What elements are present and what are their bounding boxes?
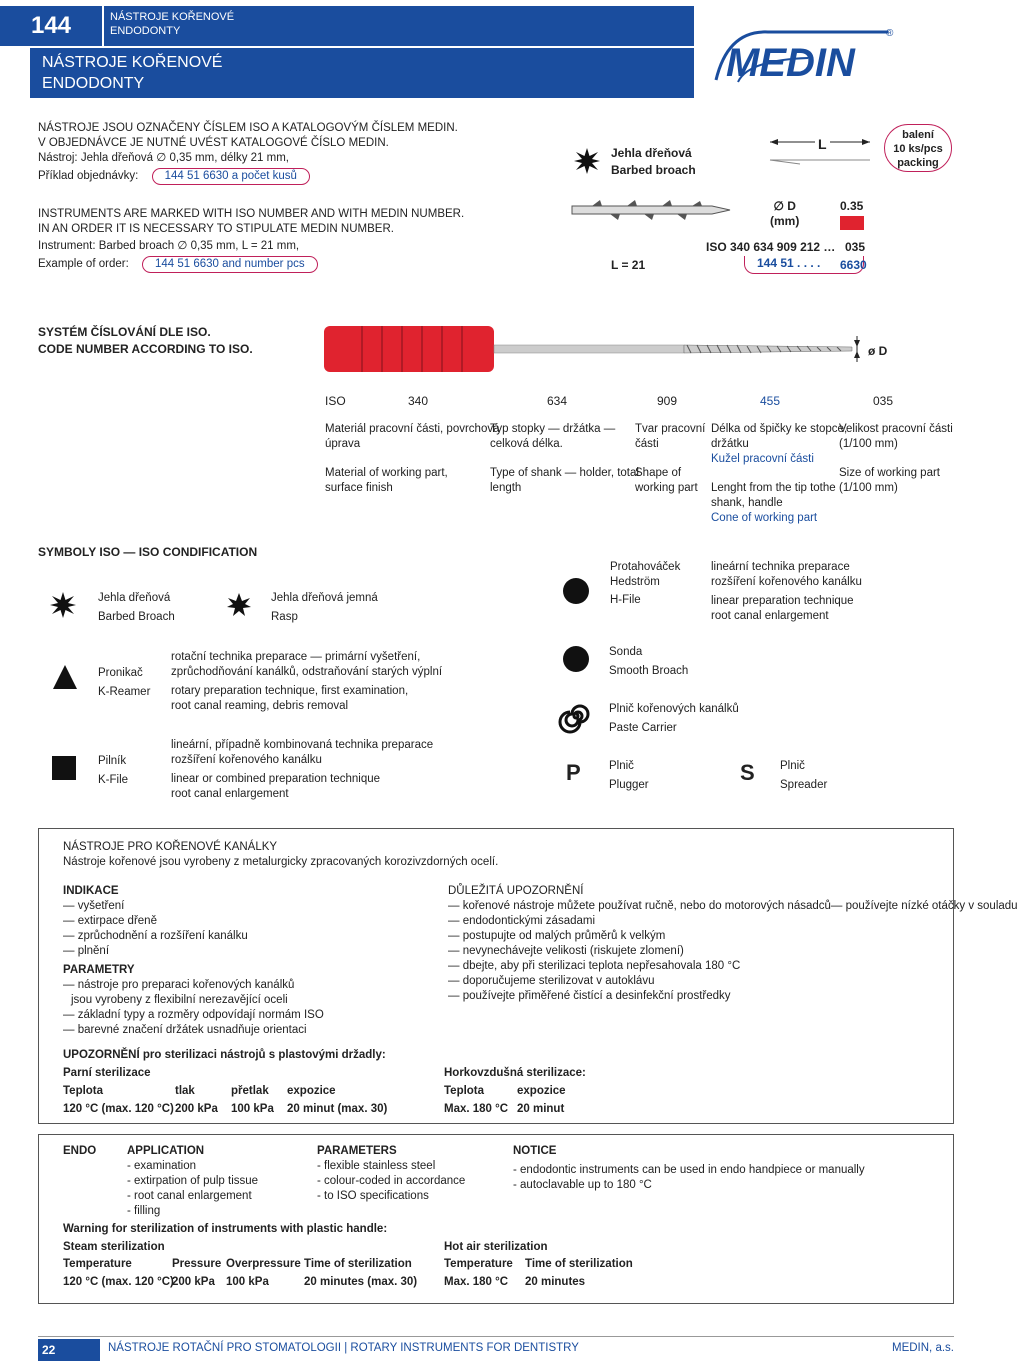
important-item: — postupujte od malých průměrů k velkým — [448, 930, 666, 942]
steam-header: expozice — [287, 1085, 336, 1097]
symbol-plugger-cz: Plnič — [609, 760, 634, 772]
parameters-title: PARAMETERS — [317, 1145, 397, 1157]
hfile-desc4: root canal enlargement — [711, 610, 829, 622]
symbol-spreader-en: Spreader — [780, 779, 828, 791]
intro-cz-line3: Nástroj: Jehla dřeňová ∅ 0,35 mm, délky 21 mm, — [38, 152, 289, 164]
length-label: L — [815, 136, 830, 152]
instrument-drawing — [322, 322, 862, 377]
hfile-circle-icon — [563, 578, 589, 604]
col-size-cz2: (1/100 mm) — [839, 438, 898, 450]
order-example-label-en: Example of order: — [38, 258, 129, 270]
hot-air-value-en: Max. 180 °C — [444, 1276, 509, 1288]
parameter-item: - flexible stainless steel — [317, 1160, 436, 1172]
order-example-pill-en — [142, 256, 318, 273]
steam-value: 120 °C (max. 120 °C) — [63, 1103, 174, 1115]
col-shape-cz1: Tvar pracovní — [635, 423, 706, 435]
application-title: APPLICATION — [127, 1145, 205, 1157]
page-title-2: ENDODONTY — [42, 75, 145, 92]
logo-text: MEDIN — [726, 41, 855, 85]
intro-en-line1: INSTRUMENTS ARE MARKED WITH ISO NUMBER AND WITH MEDIN NUMBER. — [38, 208, 465, 220]
symbol-plugger — [609, 757, 649, 795]
title-band — [30, 48, 694, 98]
symbol-sonda-en: Smooth Broach — [609, 665, 689, 677]
symbol-reamer-desc — [171, 650, 442, 714]
col-length-cz1: Délka od špičky ke stopce, — [711, 423, 848, 435]
col-length-cz2: držátku — [711, 438, 749, 450]
page-number: 144 — [30, 12, 72, 39]
iso-row-size: 035 — [873, 394, 894, 408]
diameter-value: 0.35 — [840, 199, 864, 213]
product-name — [611, 145, 696, 179]
intro-cz-line4 — [38, 168, 458, 185]
col-shank-en2: length — [490, 482, 522, 494]
order-example-pill — [152, 168, 310, 185]
symbol-sonda-cz: Sonda — [609, 646, 643, 658]
important-title: DŮLEŽITÁ UPOZORNĚNÍ — [448, 885, 584, 897]
hot-air-header: expozice — [517, 1085, 566, 1097]
steam-title-cz: Parní sterilizace — [63, 1067, 151, 1079]
symbol-kfile-cz: Pilník — [98, 755, 127, 767]
hot-air-table-en — [444, 1257, 664, 1297]
symbol-rasp-en: Rasp — [271, 611, 298, 623]
intro-cz-line1: NÁSTROJE JSOU OZNAČENY ČÍSLEM ISO A KATALOGOVÝM ČÍSLEM MEDIN. — [38, 122, 458, 134]
kfile-desc3: linear or combined preparation technique — [171, 773, 381, 785]
sonda-circle-icon — [563, 646, 589, 672]
info-cz-indications — [63, 884, 324, 1038]
product-name-en: Barbed broach — [611, 163, 696, 177]
page-title-1: NÁSTROJE KOŘENOVÉ — [42, 54, 223, 71]
application-section — [127, 1144, 258, 1219]
diameter-label: ∅ D — [773, 199, 796, 213]
rasp-symbol-icon — [226, 592, 252, 621]
iso-row-length: 455 — [760, 394, 781, 408]
footer-text: NÁSTROJE ROTAČNÍ PRO STOMATOLOGII | ROTARY INSTRUMENTS FOR DENTISTRY — [108, 1342, 579, 1354]
col-length-en2: shank, handle — [711, 497, 783, 509]
important-item: — kořenové nástroje můžete používat ručně, nebo do motorových násadců— používejte nízké otáčky v souladu — [448, 900, 1018, 912]
reamer-desc3: rotary preparation technique, first examination, — [171, 685, 409, 697]
symbol-barbed — [98, 589, 175, 627]
col-material-cz1: Materiál pracovní části, povrchová — [325, 423, 500, 435]
symbol-hfile-en: H-File — [610, 594, 641, 606]
endo-label: ENDO — [63, 1145, 97, 1157]
hot-air-value: Max. 180 °C — [444, 1103, 509, 1115]
col-shape-en1: Shape of — [635, 467, 682, 479]
medin-logo — [708, 10, 898, 95]
iso-col-size — [839, 422, 953, 496]
iso-col-shank — [490, 422, 639, 496]
instrument-diameter-label: ø D — [868, 344, 888, 358]
steam-value-en: 100 kPa — [226, 1276, 269, 1288]
iso-col-shape — [635, 422, 705, 496]
iso-col-length — [711, 422, 847, 526]
breadcrumb-2: ENDODONTY — [110, 25, 181, 37]
symbol-paste-cz: Plnič kořenových kanálků — [609, 703, 739, 715]
breadcrumb-1: NÁSTROJE KOŘENOVÉ — [110, 11, 235, 23]
product-length: L = 21 — [611, 258, 646, 272]
param-item-cz: — nástroje pro preparaci kořenových kanálků — [63, 979, 295, 991]
parameters-section — [317, 1144, 465, 1204]
hot-air-value: 20 minut — [517, 1103, 565, 1115]
packing-line2: 10 ks/pcs — [893, 143, 943, 155]
symbol-hfile-cz1: Protahováček — [610, 561, 681, 573]
iso-row-shape: 909 — [657, 394, 678, 408]
symbol-rasp — [271, 589, 378, 627]
notice-title: NOTICE — [513, 1145, 557, 1157]
hot-air-header-en: Time of sterilization — [525, 1258, 633, 1270]
barbed-broach-icon — [574, 148, 600, 177]
col-length-en3: Cone of working part — [711, 512, 818, 524]
symbol-barbed-en: Barbed Broach — [98, 611, 175, 623]
footer-rule — [38, 1336, 954, 1337]
indication-item: — extirpace dřeně — [63, 915, 157, 927]
col-material-cz2: úprava — [325, 438, 361, 450]
indication-item: — zprůchodnění a rozšíření kanálku — [63, 930, 248, 942]
steam-header: přetlak — [231, 1085, 269, 1097]
header-band — [104, 6, 694, 46]
important-item: — dbejte, aby při sterilizaci teplota nepřesahovala 180 °C — [448, 960, 741, 972]
diameter-unit: (mm) — [770, 214, 800, 228]
important-item: — používejte přiměřené čistící a desinfekční prostředky — [448, 990, 731, 1002]
broach-drawing — [572, 196, 732, 224]
param-item-cz: — barevné značení držátek usnadňuje orientaci — [63, 1024, 307, 1036]
color-code-swatch — [840, 216, 864, 230]
notice-section — [513, 1144, 865, 1193]
hot-air-title-cz: Horkovzdušná sterilizace: — [444, 1067, 586, 1079]
kfile-desc2: rozšíření kořenového kanálku — [171, 754, 322, 766]
parameter-item: - colour-coded in accordance — [317, 1175, 466, 1187]
steam-header-en: Temperature — [63, 1258, 132, 1270]
symbol-hfile-cz2: Hedström — [610, 576, 660, 588]
application-item: - extirpation of pulp tissue — [127, 1175, 259, 1187]
steam-value-en: 200 kPa — [172, 1276, 215, 1288]
params-title-cz: PARAMETRY — [63, 964, 135, 976]
important-item: — doporučujeme sterilizovat v autoklávu — [448, 975, 655, 987]
hfile-desc2: rozšíření kořenového kanálku — [711, 576, 862, 588]
symbol-kfile-desc — [171, 738, 433, 802]
medin-code: 144 51 . . . . — [757, 256, 821, 270]
intro-en — [38, 207, 464, 273]
paste-carrier-spiral-icon — [563, 703, 589, 732]
symbol-hfile — [610, 560, 680, 608]
steam-table-cz — [63, 1084, 423, 1124]
col-shape-en2: working part — [635, 482, 698, 494]
steam-value: 20 minut (max. 30) — [287, 1103, 388, 1115]
order-example-suffix: a počet kusů — [231, 170, 297, 182]
intro-cz — [38, 121, 458, 185]
symbol-kfile — [98, 752, 128, 790]
intro-en-line2: IN AN ORDER IT IS NECESSARY TO STIPULATE MEDIN NUMBER. — [38, 223, 394, 235]
numbering-title-cz: SYSTÉM ČÍSLOVÁNÍ DLE ISO. — [38, 325, 211, 339]
kfile-desc4: root canal enlargement — [171, 788, 289, 800]
reamer-desc4: root canal reaming, debris removal — [171, 700, 349, 712]
application-item: - root canal enlargement — [127, 1190, 252, 1202]
sterilization-warning-cz: UPOZORNĚNÍ pro sterilizaci nástrojů s plastovými držadly: — [63, 1049, 386, 1061]
steam-table-en — [63, 1257, 433, 1297]
parameter-item: - to ISO specifications — [317, 1190, 429, 1202]
hot-air-value-en: 20 minutes — [525, 1276, 586, 1288]
info-cz-header — [63, 840, 498, 870]
iso-row-material: 340 — [408, 394, 429, 408]
packing-badge — [884, 124, 952, 172]
reamer-triangle-icon — [52, 664, 78, 693]
barbed-symbol-icon — [50, 592, 76, 621]
spreader-symbol: S — [740, 760, 755, 785]
reamer-desc2: zprůchodňování kanálků, odstraňování starých výplní — [171, 666, 443, 678]
page-number-box — [0, 6, 102, 46]
symbol-sonda — [609, 643, 688, 681]
symbol-paste — [609, 700, 739, 738]
footer-company: MEDIN, a.s. — [892, 1342, 954, 1354]
plugger-symbol: P — [566, 760, 581, 785]
order-example-label: Příklad objednávky: — [38, 170, 139, 182]
important-item: — endodontickými zásadami — [448, 915, 596, 927]
indications-title: INDIKACE — [63, 885, 119, 897]
steam-value: 200 kPa — [175, 1103, 218, 1115]
col-length-cz3: Kužel pracovní části — [711, 453, 814, 465]
packing-line1: balení — [902, 129, 934, 141]
important-item: — nevynechávejte velikosti (riskujete zlomení) — [448, 945, 684, 957]
kfile-square-icon — [52, 756, 76, 780]
col-shank-cz1: Typ stopky — držátka — — [490, 423, 616, 435]
col-shape-cz2: části — [635, 438, 659, 450]
iso-row-shank: 634 — [547, 394, 568, 408]
hfile-desc1: lineární technika preparace — [711, 561, 850, 573]
hot-air-header: Teplota — [444, 1085, 485, 1097]
symbol-barbed-cz: Jehla dřeňová — [98, 592, 171, 604]
symbol-reamer-en: K-Reamer — [98, 686, 151, 698]
symbols-title: SYMBOLY ISO — ISO CONDIFICATION — [38, 545, 258, 559]
application-item: - examination — [127, 1160, 197, 1172]
steam-title-en: Steam sterilization — [63, 1241, 165, 1253]
order-example-suffix-en: and number pcs — [222, 258, 305, 270]
medin-size: 6630 — [840, 258, 867, 272]
iso-col-material — [325, 422, 500, 496]
reamer-desc1: rotační technika preparace — primární vyšetření, — [171, 651, 421, 663]
numbering-title — [38, 324, 253, 358]
symbol-paste-en: Paste Carrier — [609, 722, 677, 734]
steam-header-en: Pressure — [172, 1258, 222, 1270]
iso-row-label: ISO — [325, 394, 346, 408]
info-cz-subtitle: Nástroje kořenové jsou vyrobeny z metalurgicky zpracovaných korozivzdorných ocelí. — [63, 856, 499, 868]
steam-header-en: Overpressure — [226, 1258, 301, 1270]
kfile-desc1: lineární, případně kombinovaná technika preparace — [171, 739, 434, 751]
symbol-reamer-cz: Pronikač — [98, 667, 143, 679]
notice-item: - autoclavable up to 180 °C — [513, 1179, 652, 1191]
symbol-kfile-en: K-File — [98, 774, 129, 786]
footer-page-number: 22 — [38, 1339, 100, 1361]
steam-header: Teplota — [63, 1085, 104, 1097]
col-size-en1: Size of working part — [839, 467, 940, 479]
param-item-cz: — základní typy a rozměry odpovídají normám ISO — [63, 1009, 324, 1021]
symbol-spreader — [780, 757, 827, 795]
hot-air-table-cz — [444, 1084, 644, 1124]
symbol-spreader-cz: Plnič — [780, 760, 805, 772]
indication-item: — vyšetření — [63, 900, 125, 912]
info-cz-important — [448, 884, 1018, 1004]
numbering-title-en: CODE NUMBER ACCORDING TO ISO. — [38, 342, 253, 356]
col-length-en1: Lenght from the tip tothe — [711, 482, 836, 494]
info-cz-title: NÁSTROJE PRO KOŘENOVÉ KANÁLKY — [63, 841, 278, 853]
symbol-plugger-en: Plugger — [609, 779, 649, 791]
iso-size: 035 — [845, 240, 866, 254]
order-example-code: 144 51 6630 — [164, 170, 229, 182]
col-shank-en1: Type of shank — holder, total — [490, 467, 639, 479]
hfile-desc3: linear preparation technique — [711, 595, 854, 607]
param-item-cz: jsou vyrobeny z flexibilní nerezavějící oceli — [71, 994, 288, 1006]
steam-value: 100 kPa — [231, 1103, 274, 1115]
intro-cz-line2: V OBJEDNÁVCE JE NUTNÉ UVÉST KATALOGOVÉ ČÍSLO MEDIN. — [38, 137, 389, 149]
diameter-header — [770, 199, 799, 229]
col-size-en2: (1/100 mm) — [839, 482, 898, 494]
sterilization-warning-en: Warning for sterilization of instruments with plastic handle: — [63, 1223, 388, 1235]
symbol-reamer — [98, 664, 150, 702]
steam-value-en: 120 °C (max. 120 °C) — [63, 1276, 174, 1288]
symbol-hfile-desc — [711, 560, 862, 624]
logo-registered: ® — [886, 28, 894, 39]
notice-item: - endodontic instruments can be used in endo handpiece or manually — [513, 1164, 865, 1176]
application-item: - filling — [127, 1205, 161, 1217]
hot-air-title-en: Hot air sterilization — [444, 1241, 548, 1253]
col-shank-cz2: celková délka. — [490, 438, 563, 450]
intro-en-line3: Instrument: Barbed broach ∅ 0,35 mm, L = 21 mm, — [38, 240, 300, 252]
iso-code: ISO 340 634 909 212 … — [706, 240, 836, 254]
col-material-en1: Material of working part, — [325, 467, 448, 479]
order-example-code-en: 144 51 6630 — [154, 258, 219, 270]
indication-item: — plnění — [63, 945, 110, 957]
product-name-cz: Jehla dřeňová — [611, 146, 692, 160]
steam-header-en: Time of sterilization — [304, 1258, 412, 1270]
hot-air-header-en: Temperature — [444, 1258, 513, 1270]
steam-value-en: 20 minutes (max. 30) — [304, 1276, 418, 1288]
steam-header: tlak — [175, 1085, 195, 1097]
col-material-en2: surface finish — [325, 482, 393, 494]
intro-en-line4 — [38, 256, 464, 273]
col-size-cz1: Velikost pracovní části — [839, 423, 953, 435]
symbol-rasp-cz: Jehla dřeňová jemná — [271, 592, 378, 604]
packing-line3: packing — [897, 157, 939, 169]
